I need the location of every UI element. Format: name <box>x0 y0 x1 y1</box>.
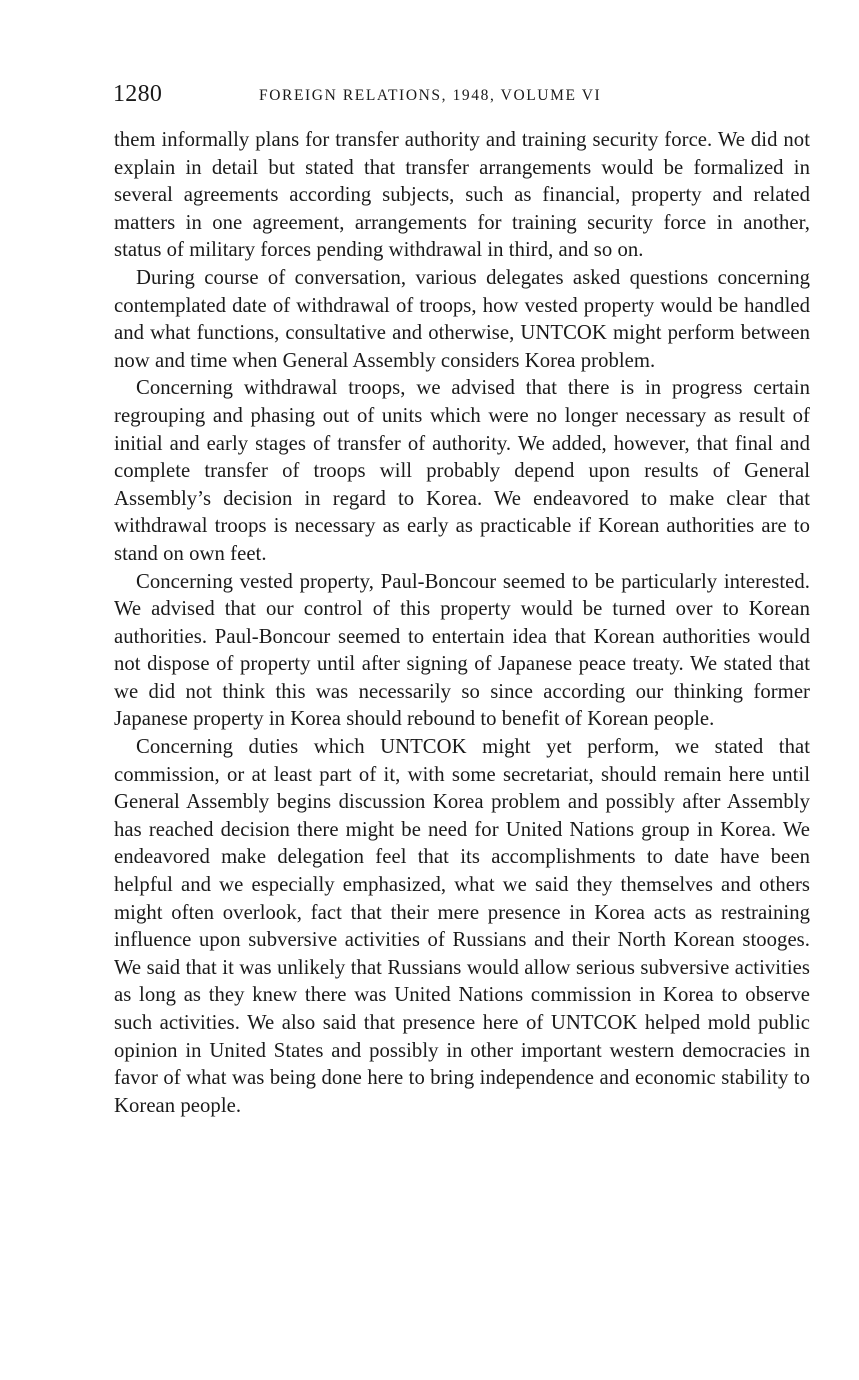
paragraph-troop-withdrawal: Concerning withdrawal troops, we advised that there is in progress certain regrouping and phasing out of units which were no longer necessary as result of initial and early stages of transfer of authority. We added, however, that final and complete transfer of troops will probably depend upon results of General Assembly’s decision in regard to Korea. We endeavored to make clear that withdrawal troops is necessary as early as practicable if Korean authorities are to stand on own feet. <box>114 377 810 565</box>
paragraph-delegate-questions: During course of conversation, various delegates asked questions concerning contemplated date of withdrawal of troops, how vested property would be handled and what functions, consultative and otherwise, UNTCOK might perform between now and time when General Assembly considers Korea problem. <box>114 266 810 372</box>
paragraph-continued: them informally plans for transfer authority and training security force. We did not explain in detail but stated that transfer arrangements would be formalized in several agreements according subjects, such as financial, property and related matters in one agreement, arrangements for training security force in another, status of military forces pending withdrawal in third, and so on. <box>114 129 810 262</box>
page-number: 1280 <box>113 81 163 107</box>
running-header <box>113 78 813 110</box>
body-text <box>114 127 810 1120</box>
paragraph-untcok-duties: Concerning duties which UNTCOK might yet perform, we stated that commission, or at least part of it, with some secretariat, should remain here until General Assembly begins discussion Korea problem and possibly after Assembly has reached decision there might be need for United Nations group in Korea. We endeavored make delegation feel that its accomplishments to date have been helpful and we especially emphasized, what we said they themselves and others might often overlook, fact that their mere presence in Korea acts as restraining influence upon subversive activities of Russians and their North Korean stooges. We said that it was unlikely that Russians would allow serious subversive activities as long as they knew there was United Nations commission in Korea to observe such activities. We also said that presence here of UNTCOK helped mold public opinion in United States and possibly in other important western democracies in favor of what was being done here to bring independence and economic stability to Korean people. <box>114 736 810 1117</box>
paragraph-vested-property: Concerning vested property, Paul-Boncour seemed to be particularly interested. We advised that our control of this property would be turned over to Korean authorities. Paul-Boncour seemed to entertain idea that Korean authorities would not dispose of property until after signing of Japanese peace treaty. We stated that we did not think this was necessarily so since according our thinking former Japanese property in Korea should rebound to benefit of Korean people. <box>114 570 810 731</box>
running-header-title: FOREIGN RELATIONS, 1948, VOLUME VI <box>259 87 602 104</box>
